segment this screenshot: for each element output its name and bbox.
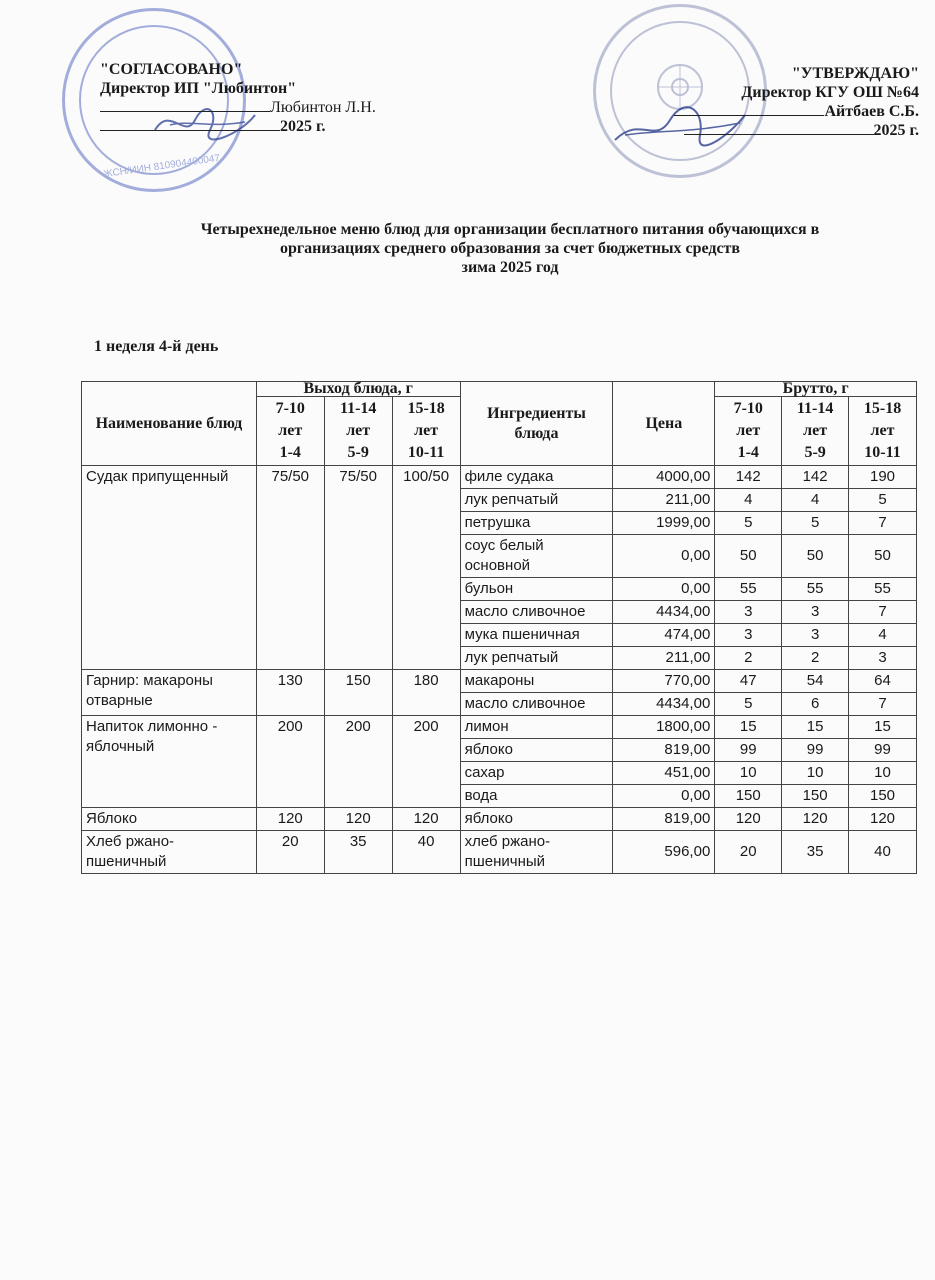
dish-yield: 100/50 bbox=[392, 466, 460, 670]
table-row bbox=[82, 466, 917, 489]
ingredient-gross: 5 bbox=[849, 489, 917, 512]
dish-name: Хлеб ржано-пшеничный bbox=[82, 831, 257, 874]
ingredient-gross: 50 bbox=[782, 535, 849, 578]
agreed-signature-line bbox=[100, 111, 270, 112]
ingredient-gross: 5 bbox=[782, 512, 849, 535]
ingredient-gross: 47 bbox=[715, 670, 782, 693]
ingredient-gross: 4 bbox=[782, 489, 849, 512]
dish-yield: 200 bbox=[324, 716, 392, 808]
table-row bbox=[82, 716, 917, 739]
menu-table bbox=[81, 381, 917, 874]
ingredient-price: 4000,00 bbox=[613, 466, 715, 489]
ingredient-gross: 50 bbox=[849, 535, 917, 578]
ingredient-gross: 2 bbox=[782, 647, 849, 670]
menu-body bbox=[82, 466, 917, 874]
dish-name: Яблоко bbox=[82, 808, 257, 831]
table-row bbox=[82, 808, 917, 831]
ingredient-gross: 99 bbox=[715, 739, 782, 762]
ingredient-price: 0,00 bbox=[613, 785, 715, 808]
ingredient-name: мука пшеничная bbox=[460, 624, 613, 647]
ingredient-gross: 15 bbox=[715, 716, 782, 739]
ingredient-price: 819,00 bbox=[613, 739, 715, 762]
age-grades: 10-11 bbox=[864, 444, 901, 461]
ingredient-gross: 150 bbox=[715, 785, 782, 808]
ingredient-price: 211,00 bbox=[613, 489, 715, 512]
header-gross: Брутто, г bbox=[715, 382, 917, 397]
ingredient-gross: 15 bbox=[782, 716, 849, 739]
ingredient-gross: 10 bbox=[715, 762, 782, 785]
ingredient-price: 1999,00 bbox=[613, 512, 715, 535]
ingredient-gross: 50 bbox=[715, 535, 782, 578]
dish-yield: 130 bbox=[256, 670, 324, 716]
age-age: 15-18 bbox=[863, 400, 902, 417]
age-unit: лет bbox=[870, 422, 895, 439]
ingredient-gross: 150 bbox=[849, 785, 917, 808]
table-row bbox=[82, 670, 917, 693]
ingredient-name: петрушка bbox=[460, 512, 613, 535]
ingredient-gross: 7 bbox=[849, 601, 917, 624]
ingredient-price: 4434,00 bbox=[613, 601, 715, 624]
gross-age-header bbox=[782, 397, 849, 466]
ingredient-price: 451,00 bbox=[613, 762, 715, 785]
ingredient-gross: 15 bbox=[849, 716, 917, 739]
ingredient-gross: 64 bbox=[849, 670, 917, 693]
age-unit: лет bbox=[278, 422, 303, 439]
ingredient-gross: 35 bbox=[782, 831, 849, 874]
ingredient-price: 819,00 bbox=[613, 808, 715, 831]
document-title bbox=[80, 220, 935, 277]
dish-name: Судак припущенный bbox=[82, 466, 257, 670]
approved-name: Айтбаев С.Б. bbox=[824, 103, 919, 120]
dish-yield: 200 bbox=[392, 716, 460, 808]
ingredient-name: вода bbox=[460, 785, 613, 808]
dish-yield: 150 bbox=[324, 670, 392, 716]
ingredient-gross: 99 bbox=[849, 739, 917, 762]
yield-age-header bbox=[324, 397, 392, 466]
age-grades: 5-9 bbox=[347, 444, 369, 461]
dish-name: Напиток лимонно - яблочный bbox=[82, 716, 257, 808]
ingredient-name: макароны bbox=[460, 670, 613, 693]
dish-yield: 40 bbox=[392, 831, 460, 874]
ingredient-gross: 7 bbox=[849, 512, 917, 535]
age-unit: лет bbox=[803, 422, 828, 439]
stamp-left-text: ЖСН/ИИН 810904400047 bbox=[102, 152, 221, 181]
ingredient-name: лимон bbox=[460, 716, 613, 739]
age-unit: лет bbox=[346, 422, 371, 439]
ingredient-name: бульон bbox=[460, 578, 613, 601]
table-row bbox=[82, 831, 917, 874]
dish-yield: 120 bbox=[256, 808, 324, 831]
approved-position: Директор КГУ ОШ №64 bbox=[741, 84, 919, 101]
ingredient-gross: 3 bbox=[849, 647, 917, 670]
ingredient-price: 0,00 bbox=[613, 535, 715, 578]
title-line-3: зима 2025 год bbox=[461, 259, 559, 276]
yield-age-header bbox=[256, 397, 324, 466]
ingredient-gross: 99 bbox=[782, 739, 849, 762]
title-line-2: организациях среднего образования за счет бюджетных средств bbox=[279, 240, 741, 257]
dish-name: Гарнир: макароны отварные bbox=[82, 670, 257, 716]
age-unit: лет bbox=[736, 422, 761, 439]
agreed-date-line bbox=[100, 130, 280, 131]
ingredient-gross: 2 bbox=[715, 647, 782, 670]
age-age: 11-14 bbox=[796, 400, 834, 417]
age-age: 15-18 bbox=[407, 400, 445, 417]
ingredient-gross: 40 bbox=[849, 831, 917, 874]
dish-yield: 180 bbox=[392, 670, 460, 716]
header-price: Цена bbox=[613, 382, 715, 466]
week-day-label: 1 неделя 4-й день bbox=[94, 338, 219, 355]
ingredient-name: масло сливочное bbox=[460, 693, 613, 716]
ingredient-price: 0,00 bbox=[613, 578, 715, 601]
ingredient-gross: 120 bbox=[782, 808, 849, 831]
ingredient-name: яблоко bbox=[460, 739, 613, 762]
approved-date-line bbox=[684, 134, 874, 135]
ingredient-gross: 55 bbox=[715, 578, 782, 601]
gross-age-header bbox=[715, 397, 782, 466]
yield-age-header bbox=[392, 397, 460, 466]
ingredient-price: 596,00 bbox=[613, 831, 715, 874]
age-age: 7-10 bbox=[733, 400, 763, 417]
ingredient-gross: 5 bbox=[715, 512, 782, 535]
ingredient-gross: 120 bbox=[849, 808, 917, 831]
age-grades: 1-4 bbox=[279, 444, 301, 461]
age-grades: 5-9 bbox=[804, 444, 826, 461]
ingredient-gross: 150 bbox=[782, 785, 849, 808]
ingredient-gross: 55 bbox=[849, 578, 917, 601]
dish-yield: 75/50 bbox=[324, 466, 392, 670]
ingredient-price: 770,00 bbox=[613, 670, 715, 693]
age-grades: 10-11 bbox=[407, 444, 445, 461]
ingredient-gross: 55 bbox=[782, 578, 849, 601]
ingredient-name: филе судака bbox=[460, 466, 613, 489]
agreed-name: Любинтон Л.Н. bbox=[270, 99, 376, 116]
ingredient-gross: 4 bbox=[849, 624, 917, 647]
ingredient-gross: 190 bbox=[849, 466, 917, 489]
age-grades: 1-4 bbox=[737, 444, 759, 461]
header-ingredients: Ингредиенты блюда bbox=[460, 382, 613, 466]
dish-yield: 20 bbox=[256, 831, 324, 874]
ingredient-price: 474,00 bbox=[613, 624, 715, 647]
ingredient-gross: 6 bbox=[782, 693, 849, 716]
ingredient-name: соус белый основной bbox=[460, 535, 613, 578]
ingredient-gross: 4 bbox=[715, 489, 782, 512]
gross-age-header bbox=[849, 397, 917, 466]
title-line-1: Четырехнедельное меню блюд для организации бесплатного питания обучающихся в bbox=[200, 221, 820, 238]
header-dish: Наименование блюд bbox=[82, 382, 257, 466]
ingredient-gross: 10 bbox=[782, 762, 849, 785]
ingredient-gross: 3 bbox=[715, 624, 782, 647]
ingredient-gross: 120 bbox=[715, 808, 782, 831]
ingredient-name: сахар bbox=[460, 762, 613, 785]
dish-yield: 75/50 bbox=[256, 466, 324, 670]
ingredient-gross: 3 bbox=[782, 601, 849, 624]
agreed-position: Директор ИП "Любинтон" bbox=[100, 80, 297, 97]
approved-block bbox=[674, 64, 919, 140]
age-unit: лет bbox=[414, 422, 439, 439]
ingredient-price: 4434,00 bbox=[613, 693, 715, 716]
ingredient-name: яблоко bbox=[460, 808, 613, 831]
age-age: 7-10 bbox=[275, 400, 305, 417]
ingredient-name: хлеб ржано-пшеничный bbox=[460, 831, 613, 874]
dish-yield: 120 bbox=[392, 808, 460, 831]
ingredient-gross: 54 bbox=[782, 670, 849, 693]
age-age: 11-14 bbox=[339, 400, 377, 417]
ingredient-gross: 142 bbox=[782, 466, 849, 489]
approved-year: 2025 г. bbox=[873, 122, 919, 139]
ingredient-gross: 3 bbox=[715, 601, 782, 624]
ingredient-gross: 7 bbox=[849, 693, 917, 716]
ingredient-price: 211,00 bbox=[613, 647, 715, 670]
ingredient-gross: 10 bbox=[849, 762, 917, 785]
approved-signature-line bbox=[674, 115, 824, 116]
ingredient-gross: 3 bbox=[782, 624, 849, 647]
ingredient-gross: 142 bbox=[715, 466, 782, 489]
ingredient-gross: 20 bbox=[715, 831, 782, 874]
dish-yield: 200 bbox=[256, 716, 324, 808]
agreed-title: "СОГЛАСОВАНО" bbox=[100, 61, 243, 78]
approved-title: "УТВЕРЖДАЮ" bbox=[791, 65, 919, 82]
header-yield: Выход блюда, г bbox=[256, 382, 460, 397]
dish-yield: 35 bbox=[324, 831, 392, 874]
ingredient-gross: 5 bbox=[715, 693, 782, 716]
ingredient-name: лук репчатый bbox=[460, 647, 613, 670]
ingredient-name: лук репчатый bbox=[460, 489, 613, 512]
dish-yield: 120 bbox=[324, 808, 392, 831]
agreed-year: 2025 г. bbox=[280, 118, 326, 135]
ingredient-price: 1800,00 bbox=[613, 716, 715, 739]
agreed-block bbox=[100, 60, 376, 136]
ingredient-name: масло сливочное bbox=[460, 601, 613, 624]
